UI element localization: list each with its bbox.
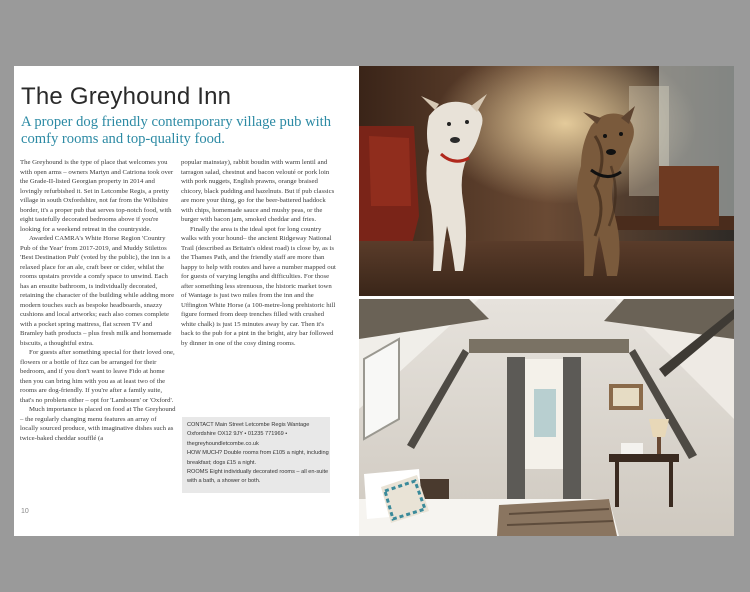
- paragraph: For guests after something special for their loved one, flowers or a bottle of fizz can be arranged for their bedroom, and if you don't want to leave Fido at home then you can bring him with you as at least two of the rooms are dog-friendly. If you're after a family suite, that's no problem either – opt for 'Lambourn' or 'Oxford'.: [20, 349, 175, 404]
- page-number: 10: [21, 508, 29, 515]
- contact-line: Oxfordshire OX12 9JY • 01235 771969 •: [187, 431, 288, 438]
- paragraph: The Greyhound is the type of place that welcomes you with open arms – owners Martyn and Catriona took over the Grade-II-listed Georgian property in 2014 and lovingly refurbished it. Set in Letcombe Regis, a pretty village in south Oxfordshire, not far from the Wiltshire border, it's a proper pub that serves top-notch food, with eight tastefully decorated bedrooms above if you're looking for a weekend retreat in the countryside.: [20, 159, 174, 233]
- contact-info-box: [182, 417, 330, 493]
- attic-bedroom-photo: [359, 299, 734, 536]
- text-page: [14, 66, 357, 536]
- paragraph: Much importance is placed on food at The Greyhound – the regularly changing menu features an array of locally sourced produce, with imaginative dishes such as twice-baked cheddar soufflé (a: [20, 406, 176, 442]
- paragraph: Awarded CAMRA's White Horse Region 'Country Pub of the Year' from 2017-2019, and Muddy Stilettos 'Best Destination Pub' (voted by the public), the inn is a relaxed place for an ale, craft beer or cider, whilst the rooms upstairs provide a comfy space to unwind. Each has an ensuite bathroom, is individually decorated, retaining the character of the building while adding more modern touches such as bespoke headboards, snazzy cushions and local artworks; each also comes complete with a pocket spring mattress, flat screen TV and Bramley bath products – plus fresh milk and homemade biscuits, a thoughtful extra.: [20, 235, 175, 347]
- paragraph: Finally the area is the ideal spot for long country walks with your hound– the ancient Ridgeway National Trail (described as Britain's oldest road) is close by, as is the Thames Path, and the friendly staff are more than happy to help with routes and have a number mapped out for guests of varying lengths and difficulties. For those after something less strenuous, the historic market town of Wantage is just two miles from the inn and the Uffington White Horse (a 100-metre-long prehistoric hill figure formed from deep trenches filled with crushed white chalk) is just 15 minutes away by car. Then it's back to the pub for a pint in the bright, airy bar followed by dinner in one of the cosy dining rooms.: [181, 225, 336, 347]
- magazine-spread: [14, 66, 734, 536]
- price-line: HOW MUCH? Double rooms from £105 a night, including: [187, 450, 329, 457]
- greyhounds-in-pub-photo: [359, 66, 734, 296]
- article-subtitle: A proper dog friendly contemporary village pub with comfy rooms and top-quality food.: [21, 114, 332, 147]
- contact-website[interactable]: thegreyhoundletcombe.co.uk: [187, 440, 259, 447]
- rooms-line: with a bath, a shower or both.: [187, 478, 261, 485]
- price-line: breakfast; dogs £15 a night.: [187, 459, 257, 466]
- contact-line: CONTACT Main Street Letcombe Regis Wantage: [187, 422, 310, 428]
- rooms-line: ROOMS Eight individually decorated rooms – all en-suite: [187, 469, 329, 476]
- article-title: The Greyhound Inn: [21, 83, 232, 110]
- paragraph: popular mainstay), rabbit boudin with warm lentil and tarragon salad, chestnut and bacon velouté or pork loin with pork nuggets, English prawns, orange braised chicory, black pudding and hazelnuts. But if pub classics are more your thing, go for the beer-battered haddock with chips, homemade sauce and mushy peas, or the burger with bacon jam, smoked cheddar and fries.: [181, 159, 335, 223]
- left-text-column: [20, 158, 176, 443]
- right-text-column: [181, 158, 337, 348]
